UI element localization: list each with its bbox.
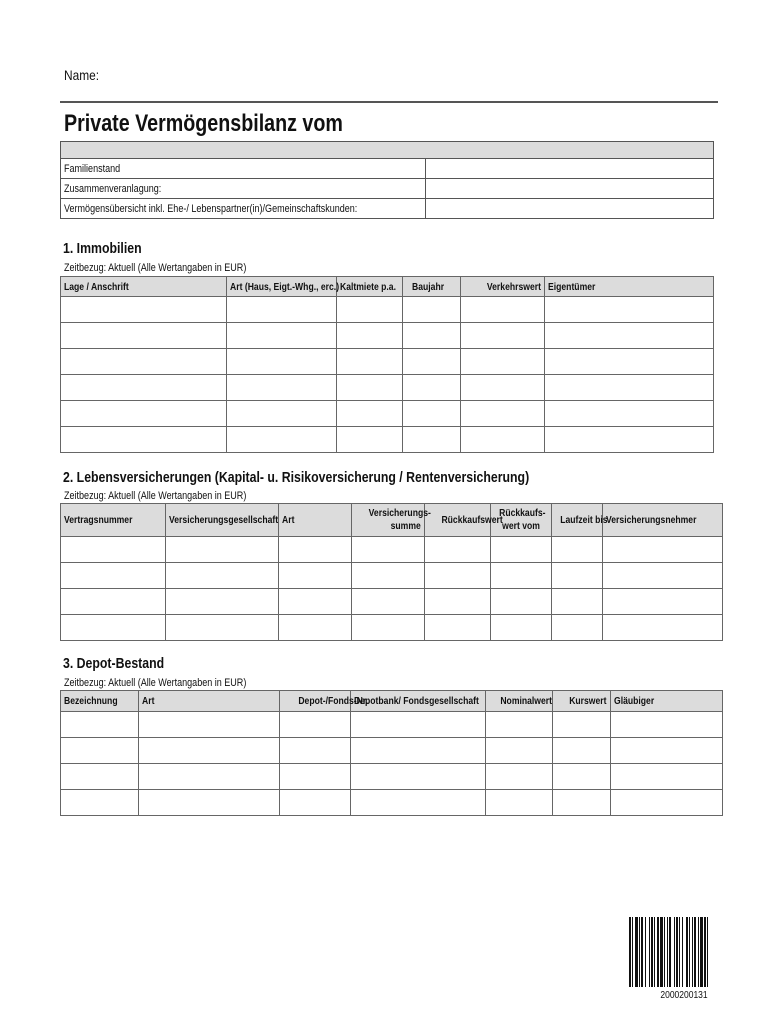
section-note-depot: Zeitbezug: Aktuell (Alle Wertangaben in EUR) — [64, 677, 247, 689]
table-row[interactable] — [61, 563, 723, 589]
column-header: Depot-/Fonds-Nr. — [280, 691, 351, 712]
table-row[interactable] — [61, 738, 723, 764]
barcode-bar — [708, 917, 710, 987]
depot-table — [60, 690, 723, 816]
table-row[interactable] — [61, 537, 723, 563]
section-title-immobilien: 1. Immobilien — [63, 240, 142, 257]
info-label: Zusammenveranlagung: — [61, 179, 426, 199]
table-row[interactable] — [61, 349, 714, 375]
section-title-depot: 3. Depot-Bestand — [63, 655, 165, 672]
column-header: Gläubiger — [611, 691, 723, 712]
info-row-familienstand — [61, 159, 714, 179]
table-row[interactable] — [61, 427, 714, 453]
column-header: Bezeichnung — [61, 691, 139, 712]
info-row-vermoegensuebersicht — [61, 199, 714, 219]
page-title: Private Vermögensbilanz vom — [64, 110, 343, 137]
column-header: Versicherungs- summe — [352, 504, 425, 537]
info-value-field[interactable] — [425, 159, 713, 179]
table-row[interactable] — [61, 615, 723, 641]
table-row[interactable] — [61, 401, 714, 427]
header-divider — [60, 101, 718, 103]
barcode-number: 2000200131 — [660, 990, 708, 1001]
table-row[interactable] — [61, 323, 714, 349]
table-header-row — [61, 504, 723, 537]
column-header: Baujahr — [403, 277, 461, 297]
column-header: Art — [139, 691, 280, 712]
table-row[interactable] — [61, 790, 723, 816]
table-header-row — [61, 277, 714, 297]
info-value-field[interactable] — [425, 199, 713, 219]
column-header: Art — [279, 504, 352, 537]
barcode-icon — [629, 917, 739, 987]
column-header: Laufzeit bis — [552, 504, 603, 537]
info-label: Vermögensübersicht inkl. Ehe-/ Lebenspartner(in)/Gemeinschaftskunden: — [61, 199, 426, 219]
column-header: Nominalwert — [486, 691, 553, 712]
table-row[interactable] — [61, 764, 723, 790]
column-header: Vertragsnummer — [61, 504, 166, 537]
column-header: Lage / Anschrift — [61, 277, 227, 297]
name-label: Name: — [64, 67, 100, 83]
info-value-field[interactable] — [425, 179, 713, 199]
personal-info-table — [60, 141, 714, 219]
column-header: Versicherungsnehmer — [603, 504, 723, 537]
column-header: Depotbank/ Fondsgesellschaft — [351, 691, 486, 712]
table-row[interactable] — [61, 375, 714, 401]
column-header: Eigentümer — [545, 277, 714, 297]
immobilien-table — [60, 276, 714, 453]
column-header: Verkehrswert — [461, 277, 545, 297]
table-header-row — [61, 691, 723, 712]
lebensversicherungen-table — [60, 503, 723, 641]
info-label: Familienstand — [61, 159, 426, 179]
column-header: Art (Haus, Eigt.-Whg., erc.) — [227, 277, 337, 297]
info-row-zusammenveranlagung — [61, 179, 714, 199]
table-row[interactable] — [61, 712, 723, 738]
column-header: Kaltmiete p.a. — [337, 277, 403, 297]
column-header: Rückkaufs- wert vom — [491, 504, 552, 537]
section-note-immobilien: Zeitbezug: Aktuell (Alle Wertangaben in EUR) — [64, 262, 247, 274]
section-title-lebensversicherungen: 2. Lebensversicherungen (Kapital- u. Risikoversicherung / Rentenversicherung) — [63, 469, 530, 486]
column-header: Kurswert — [553, 691, 611, 712]
info-header-row — [61, 142, 714, 159]
table-row[interactable] — [61, 589, 723, 615]
table-row[interactable] — [61, 297, 714, 323]
column-header: Rückkaufswert — [425, 504, 491, 537]
column-header: Versicherungsgesellschaft — [166, 504, 279, 537]
section-note-lebensversicherungen: Zeitbezug: Aktuell (Alle Wertangaben in EUR) — [64, 490, 247, 502]
